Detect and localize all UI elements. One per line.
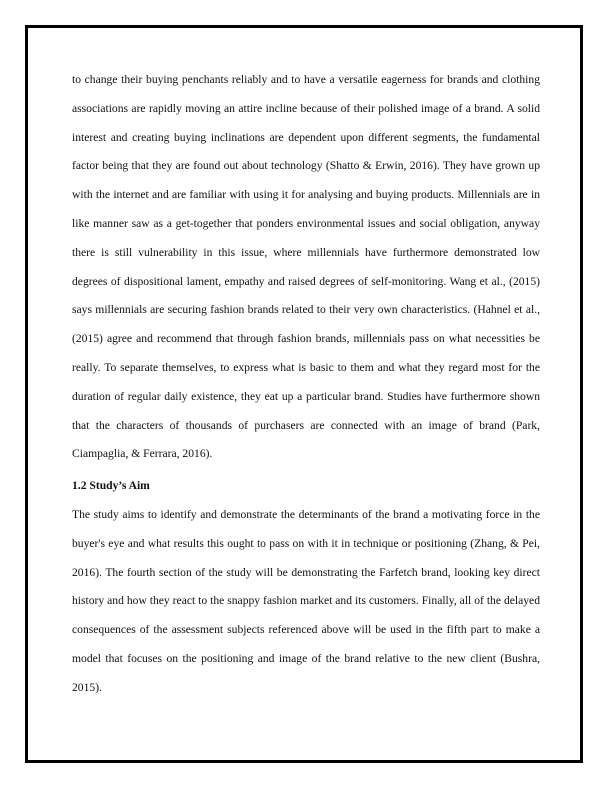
section-heading: 1.2 Study’s Aim (72, 479, 150, 493)
body-paragraph-1: to change their buying penchants reliably and to have a versatile eagerness for brands and clothing associations are rapidly moving an attire incline because of their polished image of a brand. A solid interest and creating buying inclinations are dependent upon different segments, the fundamental factor being that they are found out about technology (Shatto & Erwin, 2016). They have grown up with the internet and are familiar with using it for analysing and buying products. Millennials are in like manner saw as a get-together that ponders environmental issues and social obligation, anyway there is still vulnerability in this issue, where millennials have furthermore demonstrated low degrees of dispositional lament, empathy and raised degrees of self-monitoring. Wang et al., (2015) says millennials are securing fashion brands related to their very own characteristics. (Hahnel et al., (2015) agree and recommend that through fashion brands, millennials pass on what necessities be really. To separate themselves, to express what is basic to them and what they regard most for the duration of regular daily existence, they eat up a particular brand. Studies have furthermore shown that the characters of thousands of purchasers are connected with an image of brand (Park, Ciampaglia, & Ferrara, 2016). (72, 73, 540, 461)
body-paragraph-2: The study aims to identify and demonstrate the determinants of the brand a motivating force in the buyer's eye and what results this ought to pass on with it in technique or positioning (Zhang, & Pei, 2016). The fourth section of the study will be demonstrating the Farfetch brand, looking key direct history and how they react to the snappy fashion market and its customers. Finally, all of the delayed consequences of the assessment subjects referenced above will be used in the fifth part to make a model that focuses on the positioning and image of the brand relative to the new client (Bushra, 2015). (72, 507, 540, 694)
document-body (72, 66, 540, 703)
